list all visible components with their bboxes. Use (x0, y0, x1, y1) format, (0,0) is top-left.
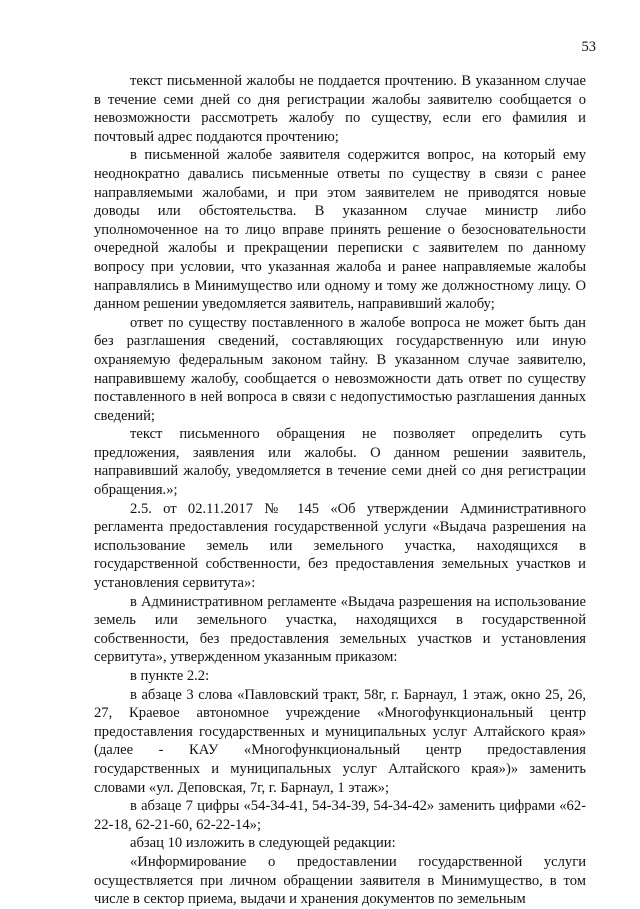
paragraph: абзац 10 изложить в следующей редакции: (130, 835, 396, 852)
paragraph: в абзаце 3 слова «Павловский тракт, 58г, г. Барнаул, 1 этаж, окно 25, 26, 27, Краевое автономное учреждение «Многофункциональный центр предоставления государственных и муниципальных услуг Алтайского края» (далее - КАУ «Многофункциональный центр предоставления государственных и муниципальных услуг Алтайского края»)» заменить словами «ул. Деповская, 7г, г. Барнаул, 1 этаж»; (94, 686, 586, 796)
paragraph: в пункте 2.2: (130, 668, 210, 684)
page-number: 53 (581, 39, 596, 55)
paragraph: в Административном регламенте «Выдача разрешения на использование земель или земельного участка, находящихся в государственной собственности, без предоставления земельных участков и установления сервитута», утвержденном указанным приказом: (94, 593, 586, 666)
paragraph: 2.5. от 02.11.2017 № 145 «Об утверждении Административного регламента предоставления государственной услуги «Выдача разрешения на использование земель или земельного участка, находящихся в государственной собственности, без предоставления земельных участков и установления сервитута»: (94, 500, 586, 592)
paragraph: в абзаце 7 цифры «54-34-41, 54-34-39, 54-34-42» заменить цифрами «62-22-18, 62-21-60, 62-22-14»; (94, 798, 586, 833)
paragraph: ответ по существу поставленного в жалобе вопроса не может быть дан без разглашения сведений, составляющих государственную или иную охраняемую федеральным законом тайну. В указанном случае заявителю, направившему жалобу, сообщается о невозможности дать ответ по существу поставленного в ней вопроса в связи с недопустимостью разглашения данных сведений; (94, 314, 586, 424)
paragraph: в письменной жалобе заявителя содержится вопрос, на который ему неоднократно давались письменные ответы по существу в связи с ранее направляемыми жалобами, и при этом заявителем не приводятся новые доводы или обстоятельства. В указанном случае министр либо уполномоченное на то лицо вправе принять решение о безосновательности очередной жалобы и прекращении переписки с заявителем по данному вопросу при условии, что указанная жалоба и ранее направляемые жалобы направлялись в Минимущество или одному и тому же должностному лицу. О данном решении уведомляется заявитель, направивший жалобу; (94, 147, 586, 313)
paragraph: текст письменного обращения не позволяет определить суть предложения, заявления или жалобы. О данном решении заявитель, направивший жалобу, уведомляется в течение семи дней со дня регистрации обращения.»; (94, 426, 586, 499)
document-body (94, 72, 586, 909)
paragraph: текст письменной жалобы не поддается прочтению. В указанном случае в течение семи дней со дня регистрации жалобы заявителю сообщается о невозможности рассмотреть жалобу по существу, если его фамилия и почтовый адрес поддаются прочтению; (94, 73, 586, 145)
paragraph: «Информирование о предоставлении государственной услуги осуществляется при личном обращении заявителя в Минимущество, в том числе в сектор приема, выдачи и хранения документов по земельным (94, 853, 586, 908)
